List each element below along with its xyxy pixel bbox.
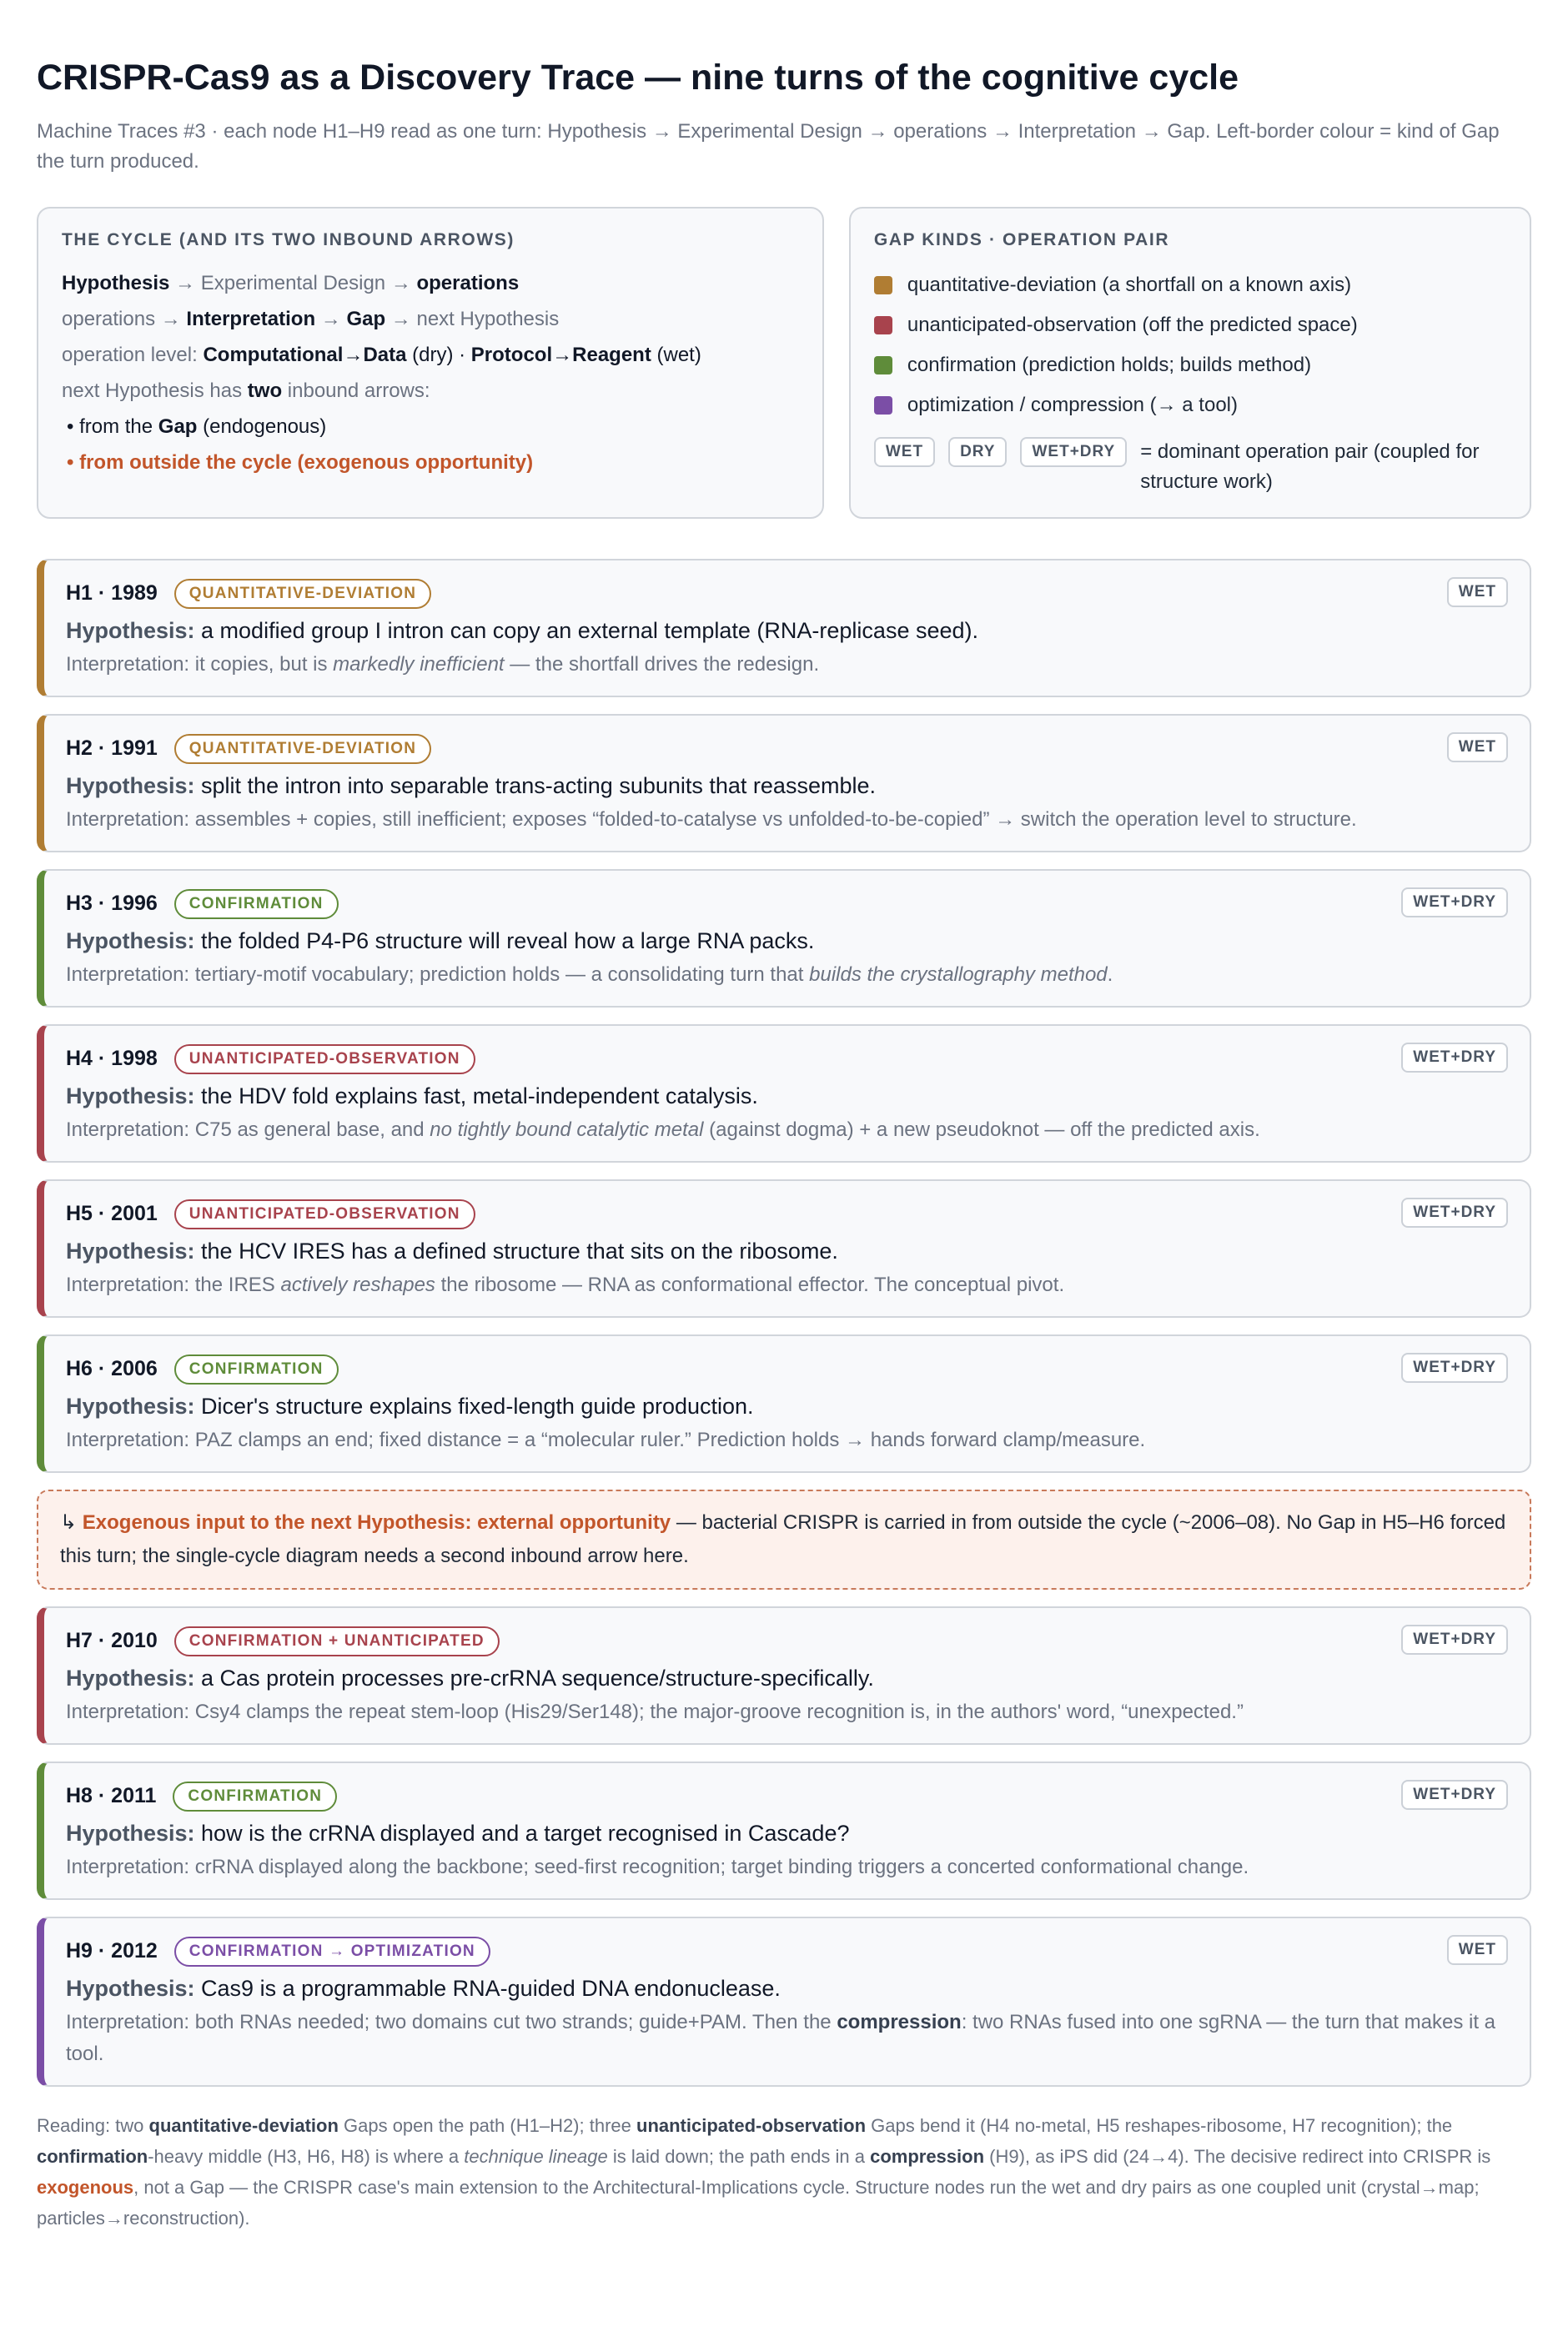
gap-kind-label: optimization / compression (→ a tool) xyxy=(907,393,1238,416)
node-id: H2 · 1991 xyxy=(66,736,158,761)
node-header xyxy=(66,887,1508,921)
hypothesis-node xyxy=(37,1917,1531,2087)
hypothesis-label: Hypothesis: xyxy=(66,772,195,798)
node-header xyxy=(66,1043,1508,1076)
gap-kind-tag: QUANTITATIVE-DEVIATION xyxy=(174,734,431,764)
hypothesis-label: Hypothesis: xyxy=(66,1238,195,1264)
gap-kind-tag: CONFIRMATION xyxy=(174,1354,339,1385)
hypothesis-text: a Cas protein processes pre-crRNA sequence/structure-specifically. xyxy=(194,1665,874,1691)
node-interpretation: Interpretation: crRNA displayed along the backbone; seed-first recognition; target binding triggers a concerted conformational change. xyxy=(66,1855,1249,1878)
cycle-panel xyxy=(37,207,824,519)
node-interpretation: Interpretation: the IRES actively reshapes the ribosome — RNA as conformational effector. The conceptual pivot. xyxy=(66,1273,1065,1296)
hypothesis-node xyxy=(37,1762,1531,1900)
gap-kind-label: confirmation (prediction holds; builds method) xyxy=(907,353,1312,376)
hypothesis-label: Hypothesis: xyxy=(66,1393,195,1419)
node-header xyxy=(66,1353,1508,1386)
node-hypothesis xyxy=(66,614,1508,647)
node-header xyxy=(66,732,1508,766)
node-interpretation: Interpretation: both RNAs needed; two domains cut two strands; guide+PAM. Then the compression: two RNAs fused into one sgRNA — the turn that makes it a tool. xyxy=(66,2010,1496,2065)
node-interpretation: Interpretation: Csy4 clamps the repeat stem-loop (His29/Ser148); the major-groove recognition is, in the authors' word, “unexpected.” xyxy=(66,1700,1244,1723)
operation-pair-badge: WET+DRY xyxy=(1401,1198,1508,1228)
gap-kind-item xyxy=(874,305,1506,345)
hypothesis-text: split the intron into separable trans-acting subunits that reassemble. xyxy=(194,772,876,798)
node-id: H9 · 2012 xyxy=(66,1939,158,1963)
node-hypothesis xyxy=(66,1661,1508,1695)
gap-kind-tag: UNANTICIPATED-OBSERVATION xyxy=(174,1044,475,1074)
hypothesis-text: a modified group I intron can copy an external template (RNA-replicase seed). xyxy=(194,617,979,643)
node-id: H1 · 1989 xyxy=(66,581,158,606)
gap-kind-label: quantitative-deviation (a shortfall on a known axis) xyxy=(907,273,1352,296)
hypothesis-node xyxy=(37,1024,1531,1163)
gap-kind-tag: CONFIRMATION xyxy=(173,1782,337,1812)
hypothesis-label: Hypothesis: xyxy=(66,1820,195,1846)
node-interpretation: Interpretation: it copies, but is markedly inefficient — the shortfall drives the redesign. xyxy=(66,652,820,676)
operation-pair-badge: WET xyxy=(1447,1935,1508,1965)
node-hypothesis xyxy=(66,769,1508,802)
gap-kinds-panel xyxy=(849,207,1531,519)
hypothesis-text: the HCV IRES has a defined structure that sits on the ribosome. xyxy=(194,1238,838,1264)
node-hypothesis xyxy=(66,1390,1508,1423)
operation-pair-badge: WET xyxy=(1447,577,1508,607)
node-id: H8 · 2011 xyxy=(66,1784,157,1808)
node-id: H3 · 1996 xyxy=(66,892,158,916)
hypothesis-node xyxy=(37,1606,1531,1745)
pair-description: = dominant operation pair (coupled for structure work) xyxy=(1140,440,1480,493)
operation-pair-badge: WET+DRY xyxy=(1401,1625,1508,1655)
node-header xyxy=(66,1625,1508,1658)
cycle-line-2: operations → Interpretation → Gap → next Hypothesis xyxy=(62,307,560,330)
node-interpretation: Interpretation: PAZ clamps an end; fixed distance = a “molecular ruler.” Prediction holds → hands forward clamp/measure. xyxy=(66,1428,1146,1451)
hypothesis-node xyxy=(37,869,1531,1008)
hypothesis-label: Hypothesis: xyxy=(66,927,195,953)
hypothesis-text: how is the crRNA displayed and a target recognised in Cascade? xyxy=(194,1820,850,1846)
node-interpretation: Interpretation: C75 as general base, and no tightly bound catalytic metal (against dogma) + a new pseudoknot — off the predicted axis. xyxy=(66,1118,1260,1141)
gap-kind-tag: CONFIRMATION xyxy=(174,889,339,919)
gap-kind-tag: QUANTITATIVE-DEVIATION xyxy=(174,579,431,609)
operation-pair-badge: WET+DRY xyxy=(1401,1353,1508,1383)
hypothesis-text: the HDV fold explains fast, metal-independent catalysis. xyxy=(194,1083,758,1108)
hypothesis-node xyxy=(37,1334,1531,1473)
hypothesis-text: Cas9 is a programmable RNA-guided DNA endonuclease. xyxy=(194,1975,781,2001)
node-id: H5 · 2001 xyxy=(66,1202,158,1226)
hypothesis-label: Hypothesis: xyxy=(66,1975,195,2001)
gap-kind-item xyxy=(874,265,1506,305)
hypothesis-node xyxy=(37,559,1531,697)
hypothesis-text: the folded P4-P6 structure will reveal how a large RNA packs. xyxy=(194,927,815,953)
trace-nodes xyxy=(37,559,1531,2087)
node-hypothesis xyxy=(66,1972,1508,2005)
inbound-endogenous: • from the Gap (endogenous) xyxy=(67,415,327,438)
node-header xyxy=(66,577,1508,611)
hypothesis-text: Dicer's structure explains fixed-length guide production. xyxy=(194,1393,754,1419)
page-subtitle: Machine Traces #3 · each node H1–H9 read as one turn: Hypothesis → Experimental Design → operations → Interpretation → Gap. Left-border colour = kind of Gap the turn produced. xyxy=(37,119,1500,173)
page-title: CRISPR-Cas9 as a Discovery Trace — nine turns of the cognitive cycle xyxy=(37,58,1239,98)
gap-kind-item xyxy=(874,385,1506,425)
node-hypothesis xyxy=(66,924,1508,957)
node-interpretation: Interpretation: assembles + copies, still inefficient; exposes “folded-to-catalyse vs unfolded-to-be-copied” → switch the operation level to structure. xyxy=(66,807,1357,831)
gap-kinds-title: GAP KINDS · OPERATION PAIR xyxy=(873,229,1170,249)
node-header xyxy=(66,1780,1508,1813)
inbound-exogenous: • from outside the cycle (exogenous opportunity) xyxy=(67,450,534,474)
hypothesis-label: Hypothesis: xyxy=(66,1083,195,1108)
cycle-line-1: Hypothesis → Experimental Design → operations xyxy=(62,271,520,294)
hypothesis-node xyxy=(37,1179,1531,1318)
node-header xyxy=(66,1198,1508,1231)
gap-kind-swatch xyxy=(874,316,892,334)
gap-kind-tag: UNANTICIPATED-OBSERVATION xyxy=(174,1199,475,1229)
cycle-panel-title: THE CYCLE (AND ITS TWO INBOUND ARROWS) xyxy=(62,229,515,249)
gap-kinds-list xyxy=(874,265,1506,425)
hypothesis-label: Hypothesis: xyxy=(66,1665,195,1691)
node-id: H7 · 2010 xyxy=(66,1629,158,1653)
node-id: H6 · 2006 xyxy=(66,1357,158,1381)
node-interpretation: Interpretation: tertiary-motif vocabulary; prediction holds — a consolidating turn that builds the crystallography method. xyxy=(66,962,1113,986)
gap-kind-label: unanticipated-observation (off the predicted space) xyxy=(907,313,1358,336)
hypothesis-label: Hypothesis: xyxy=(66,617,195,643)
legend-row xyxy=(37,207,1531,519)
exogenous-input-callout: ↳ Exogenous input to the next Hypothesis: external opportunity — bacterial CRISPR is carried in from outside the cycle (~2006–08). No Gap in H5–H6 forced this turn; the single-cycle diagram needs a second inbound arrow here. xyxy=(37,1490,1531,1590)
pair-pill: DRY xyxy=(948,437,1007,467)
cycle-line-4: next Hypothesis has two inbound arrows: xyxy=(62,379,430,402)
reading-note: Reading: two quantitative-deviation Gaps open the path (H1–H2); three unanticipated-observation Gaps bend it (H4 no-metal, H5 reshapes-ribosome, H7 recognition); the confirmation-heavy middle (H3, H6, H8) is where a technique lineage is laid down; the path ends in a compression (H9), as iPS did (24→4). The decisive redirect into CRISPR is exogenous, not a Gap — the CRISPR case's main extension to the Architectural-Implications cycle. Structure nodes run the wet and dry pairs as one coupled unit (crystal→map; particles→reconstruction). xyxy=(37,2114,1491,2229)
operation-pair-badge: WET xyxy=(1447,732,1508,762)
operation-pair-badge: WET+DRY xyxy=(1401,887,1508,917)
operation-pair-badge: WET+DRY xyxy=(1401,1043,1508,1073)
node-id: H4 · 1998 xyxy=(66,1047,158,1071)
node-hypothesis xyxy=(66,1079,1508,1113)
gap-kind-item xyxy=(874,345,1506,385)
pair-pill: WET+DRY xyxy=(1020,437,1127,467)
gap-kind-swatch xyxy=(874,396,892,415)
cycle-line-3: operation level: Computational→Data (dry) · Protocol→Reagent (wet) xyxy=(62,343,701,366)
gap-kind-tag: CONFIRMATION + UNANTICIPATED xyxy=(174,1626,500,1656)
gap-kind-swatch xyxy=(874,356,892,374)
operation-pair-row xyxy=(874,437,1506,497)
node-hypothesis xyxy=(66,1817,1508,1850)
node-header xyxy=(66,1935,1508,1968)
gap-kind-swatch xyxy=(874,276,892,294)
gap-kind-tag: CONFIRMATION → OPTIMIZATION xyxy=(174,1937,490,1967)
pair-pill: WET xyxy=(874,437,935,467)
operation-pair-badge: WET+DRY xyxy=(1401,1780,1508,1810)
node-hypothesis xyxy=(66,1234,1508,1268)
hypothesis-node xyxy=(37,714,1531,852)
